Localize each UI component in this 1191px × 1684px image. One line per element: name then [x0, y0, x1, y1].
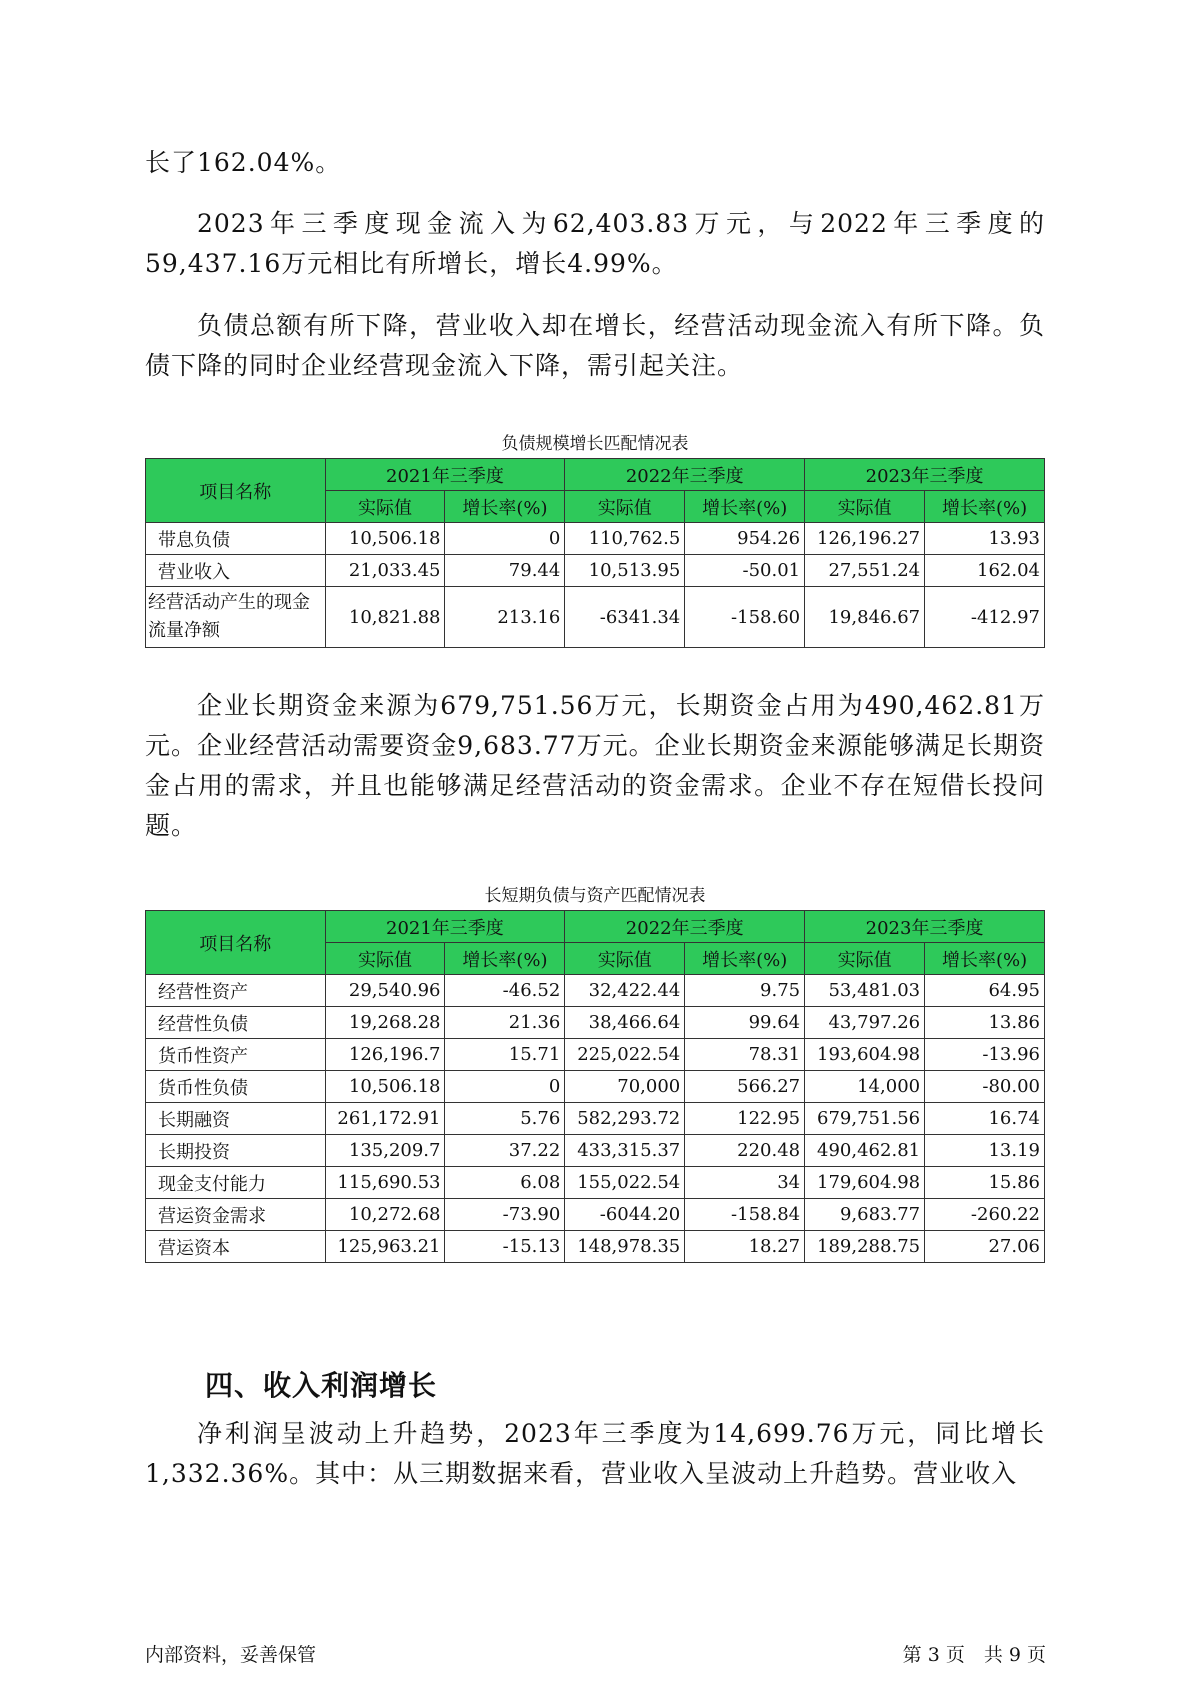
cell-value: -158.84 [685, 1199, 805, 1231]
cell-value: -50.01 [685, 555, 805, 587]
row-label: 长期投资 [146, 1135, 326, 1167]
cell-value: 679,751.56 [805, 1103, 925, 1135]
cell-value: 189,288.75 [805, 1231, 925, 1263]
cell-value: 155,022.54 [565, 1167, 685, 1199]
table-row [146, 523, 1045, 555]
cell-value: 53,481.03 [805, 975, 925, 1007]
row-label: 货币性负债 [146, 1071, 326, 1103]
cell-value: 220.48 [685, 1135, 805, 1167]
cell-value: 433,315.37 [565, 1135, 685, 1167]
cell-value: 43,797.26 [805, 1007, 925, 1039]
cell-value: 261,172.91 [325, 1103, 445, 1135]
footer-page-number: 第 3 页 共 9 页 [902, 1644, 1046, 1666]
table1-caption: 负债规模增长匹配情况表 [501, 434, 689, 454]
cell-value: 582,293.72 [565, 1103, 685, 1135]
debt-growth-table [145, 458, 1045, 648]
cell-value: -260.22 [925, 1199, 1045, 1231]
header-actual: 实际值 [325, 491, 445, 523]
header-actual: 实际值 [325, 943, 445, 975]
header-actual: 实际值 [565, 943, 685, 975]
cell-value: 954.26 [685, 523, 805, 555]
row-label: 营运资本 [146, 1231, 326, 1263]
cell-value: -46.52 [445, 975, 565, 1007]
cell-value: 193,604.98 [805, 1039, 925, 1071]
cell-value: 21.36 [445, 1007, 565, 1039]
cell-value: 110,762.5 [565, 523, 685, 555]
cell-value: 10,506.18 [325, 523, 445, 555]
cell-value: 225,022.54 [565, 1039, 685, 1071]
cell-value: -412.97 [925, 587, 1045, 648]
cell-value: 9.75 [685, 975, 805, 1007]
row-label: 营运资金需求 [146, 1199, 326, 1231]
table-row [146, 1103, 1045, 1135]
table-row [146, 1199, 1045, 1231]
cell-value: -73.90 [445, 1199, 565, 1231]
cell-value: 179,604.98 [805, 1167, 925, 1199]
paragraph-net-profit: 净利润呈波动上升趋势，2023年三季度为14,699.76万元，同比增长1,332.36%。其中：从三期数据来看，营业收入呈波动上升趋势。营业收入 [145, 1419, 1045, 1488]
cell-value: 19,846.67 [805, 587, 925, 648]
cell-value: 0 [445, 1071, 565, 1103]
header-growth: 增长率(%) [925, 943, 1045, 975]
cell-value: 13.86 [925, 1007, 1045, 1039]
footer-confidential: 内部资料，妥善保管 [145, 1644, 317, 1666]
row-label: 货币性资产 [146, 1039, 326, 1071]
paragraph-cash-inflow: 2023年三季度现金流入为62,403.83万元，与2022年三季度的59,437.16万元相比有所增长，增长4.99%。 [145, 209, 1045, 278]
cell-value: 566.27 [685, 1071, 805, 1103]
cell-value: 15.86 [925, 1167, 1045, 1199]
table-row [146, 587, 1045, 648]
row-label: 经营活动产生的现金流量净额 [146, 587, 326, 648]
table-row [146, 1039, 1045, 1071]
cell-value: 18.27 [685, 1231, 805, 1263]
cell-value: 162.04 [925, 555, 1045, 587]
cell-value: 70,000 [565, 1071, 685, 1103]
cell-value: 126,196.27 [805, 523, 925, 555]
cell-value: 99.64 [685, 1007, 805, 1039]
cell-value: 115,690.53 [325, 1167, 445, 1199]
table2-body [146, 975, 1045, 1263]
asset-liability-table [145, 910, 1045, 1263]
cell-value: 34 [685, 1167, 805, 1199]
header-growth: 增长率(%) [445, 943, 565, 975]
cell-value: 213.16 [445, 587, 565, 648]
cell-value: 148,978.35 [565, 1231, 685, 1263]
table-row [146, 1007, 1045, 1039]
paragraph-debt-analysis: 负债总额有所下降，营业收入却在增长，经营活动现金流入有所下降。负债下降的同时企业经营现金流入下降，需引起关注。 [145, 311, 1045, 380]
cell-value: 10,513.95 [565, 555, 685, 587]
paragraph-growth-tail: 长了162.04%。 [145, 148, 342, 177]
cell-value: 29,540.96 [325, 975, 445, 1007]
table-row [146, 1135, 1045, 1167]
cell-value: 126,196.7 [325, 1039, 445, 1071]
cell-value: 490,462.81 [805, 1135, 925, 1167]
cell-value: 32,422.44 [565, 975, 685, 1007]
cell-value: -15.13 [445, 1231, 565, 1263]
header-growth: 增长率(%) [685, 491, 805, 523]
header-period: 2023年三季度 [805, 911, 1045, 943]
header-period: 2023年三季度 [805, 459, 1045, 491]
cell-value: 10,821.88 [325, 587, 445, 648]
cell-value: 78.31 [685, 1039, 805, 1071]
cell-value: -6044.20 [565, 1199, 685, 1231]
header-period: 2021年三季度 [325, 911, 565, 943]
table-row [146, 555, 1045, 587]
cell-value: 135,209.7 [325, 1135, 445, 1167]
cell-value: 0 [445, 523, 565, 555]
cell-value: 27,551.24 [805, 555, 925, 587]
cell-value: 15.71 [445, 1039, 565, 1071]
row-label: 现金支付能力 [146, 1167, 326, 1199]
header-actual: 实际值 [805, 491, 925, 523]
header-period: 2022年三季度 [565, 911, 805, 943]
row-label: 带息负债 [146, 523, 326, 555]
header-period: 2022年三季度 [565, 459, 805, 491]
cell-value: 9,683.77 [805, 1199, 925, 1231]
cell-value: 19,268.28 [325, 1007, 445, 1039]
cell-value: 16.74 [925, 1103, 1045, 1135]
header-actual: 实际值 [565, 491, 685, 523]
table-row [146, 1231, 1045, 1263]
header-growth: 增长率(%) [445, 491, 565, 523]
cell-value: 64.95 [925, 975, 1045, 1007]
table-row [146, 975, 1045, 1007]
cell-value: -13.96 [925, 1039, 1045, 1071]
table-row [146, 1071, 1045, 1103]
cell-value: 14,000 [805, 1071, 925, 1103]
cell-value: 10,272.68 [325, 1199, 445, 1231]
row-label: 长期融资 [146, 1103, 326, 1135]
table-row [146, 1167, 1045, 1199]
cell-value: 13.19 [925, 1135, 1045, 1167]
header-actual: 实际值 [805, 943, 925, 975]
cell-value: 122.95 [685, 1103, 805, 1135]
table2-caption: 长短期负债与资产匹配情况表 [484, 886, 706, 906]
row-label: 营业收入 [146, 555, 326, 587]
paragraph-long-term-funds: 企业长期资金来源为679,751.56万元，长期资金占用为490,462.81万元。企业经营活动需要资金9,683.77万元。企业长期资金来源能够满足长期资金占用的需求，并且也能够满足经营活动的资金需求。企业不存在短借长投问题。 [145, 691, 1045, 840]
cell-value: 6.08 [445, 1167, 565, 1199]
cell-value: 21,033.45 [325, 555, 445, 587]
row-label: 经营性资产 [146, 975, 326, 1007]
cell-value: 10,506.18 [325, 1071, 445, 1103]
section-heading: 四、收入利润增长 [205, 1369, 438, 1402]
header-item-name: 项目名称 [146, 459, 326, 523]
header-growth: 增长率(%) [685, 943, 805, 975]
cell-value: 13.93 [925, 523, 1045, 555]
cell-value: -80.00 [925, 1071, 1045, 1103]
cell-value: 37.22 [445, 1135, 565, 1167]
cell-value: 125,963.21 [325, 1231, 445, 1263]
header-growth: 增长率(%) [925, 491, 1045, 523]
cell-value: 38,466.64 [565, 1007, 685, 1039]
header-period: 2021年三季度 [325, 459, 565, 491]
header-item-name: 项目名称 [146, 911, 326, 975]
cell-value: 27.06 [925, 1231, 1045, 1263]
cell-value: 5.76 [445, 1103, 565, 1135]
cell-value: -6341.34 [565, 587, 685, 648]
cell-value: -158.60 [685, 587, 805, 648]
cell-value: 79.44 [445, 555, 565, 587]
row-label: 经营性负债 [146, 1007, 326, 1039]
